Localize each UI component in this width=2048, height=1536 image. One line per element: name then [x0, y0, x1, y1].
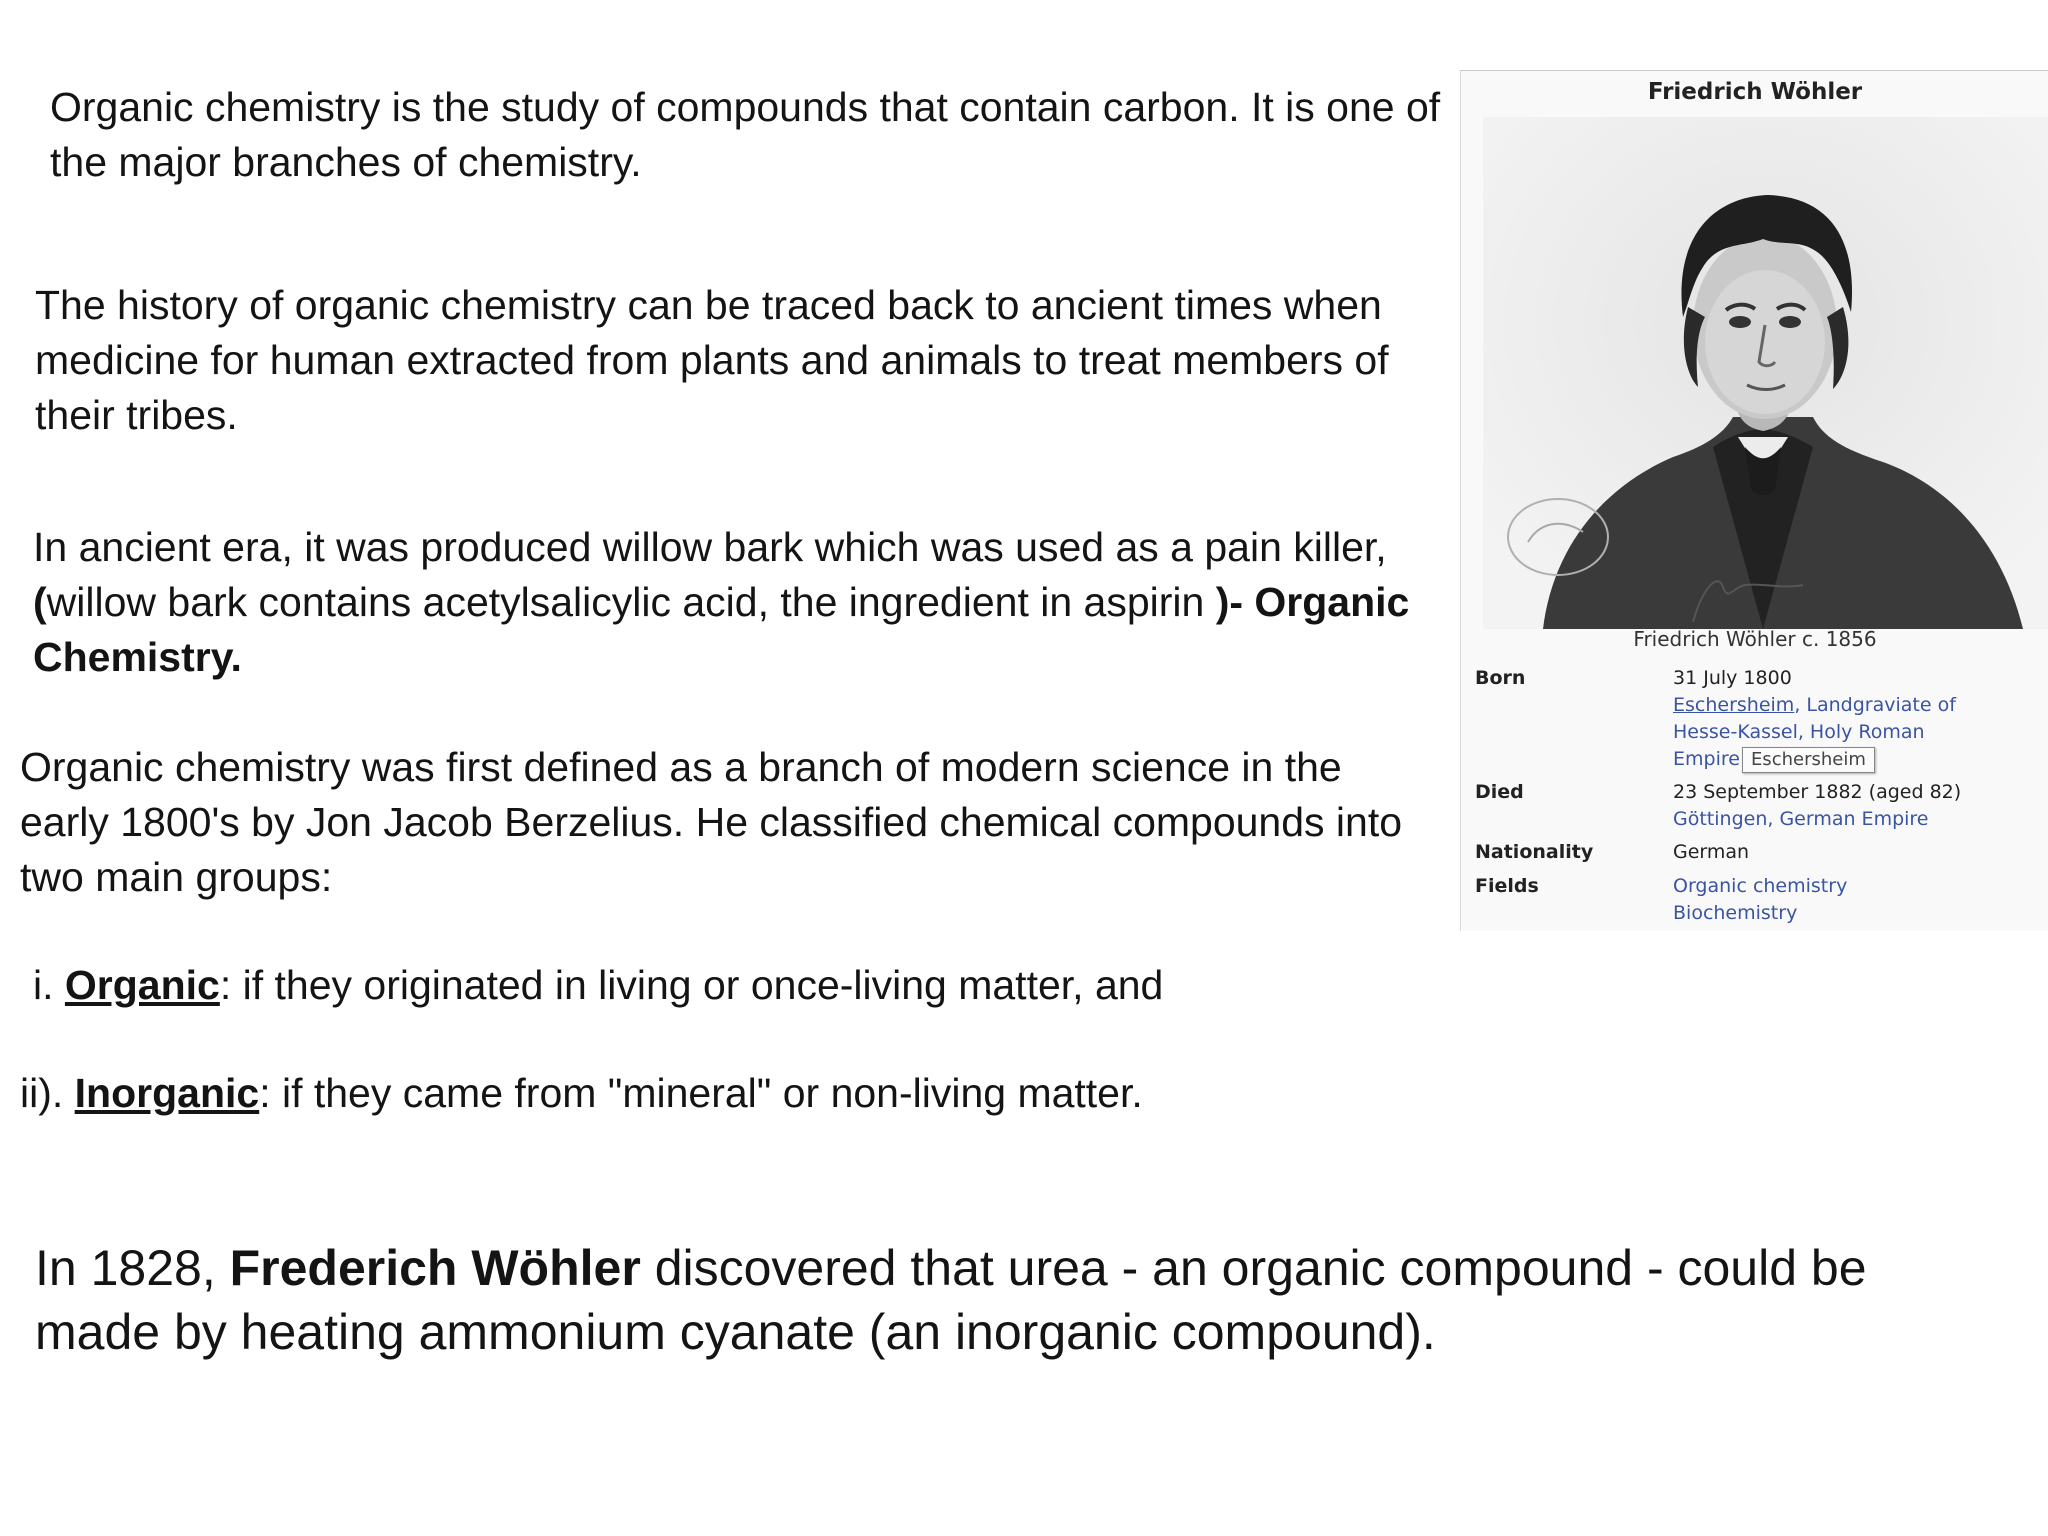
list-marker-i: i.: [33, 962, 65, 1008]
p7-text-b: discovered that urea - an organic compound - could be made by heating ammonium cyanate (an inorganic compound).: [35, 1240, 1867, 1360]
died-place-link[interactable]: Göttingen, German Empire: [1673, 808, 1929, 830]
p7-text-a: In 1828,: [35, 1240, 230, 1296]
paragraph-wohler-discovery: [35, 1236, 1995, 1364]
list-item-organic: [33, 958, 1433, 1013]
wohler-name: Frederich Wöhler: [229, 1240, 641, 1296]
paragraph-berzelius: Organic chemistry was first defined as a branch of modern science in the early 1800's by Jon Jacob Berzelius. He classified chemical compounds into two main groups:: [20, 744, 1403, 900]
inorganic-definition: : if they came from "mineral" or non-living matter.: [259, 1070, 1143, 1116]
born-place-rest-1[interactable]: , Landgraviate of: [1794, 694, 1956, 716]
born-date: 31 July 1800: [1673, 667, 1792, 689]
nationality-label: Nationality: [1475, 841, 1594, 863]
portrait-illustration: [1483, 117, 2048, 629]
p3-paren: (: [33, 579, 47, 625]
p3-text-b: willow bark contains acetylsalicylic acid, the ingredient in aspirin: [46, 579, 1216, 625]
term-organic: Organic: [64, 962, 220, 1008]
organic-definition: : if they originated in living or once-living matter, and: [219, 962, 1164, 1008]
died-label: Died: [1475, 781, 1524, 803]
fields-value: [1673, 873, 2048, 927]
eschersheim-link[interactable]: Eschersheim: [1673, 694, 1795, 716]
p3-bold-conclusion: )- Organic Chemistry.: [33, 579, 1410, 680]
born-label: Born: [1475, 667, 1526, 689]
paragraph-definition: Organic chemistry is the study of compounds that contain carbon. It is one of the major branches of chemistry.: [50, 84, 1441, 185]
wohler-portrait: [1483, 117, 2048, 629]
infobox-title: Friedrich Wöhler: [1647, 79, 1863, 105]
field-organic-chemistry-link[interactable]: Organic chemistry: [1673, 875, 1848, 897]
paragraph-willow-bark: [33, 520, 1453, 685]
nationality-value: German: [1673, 841, 1750, 863]
fields-label: Fields: [1475, 875, 1539, 897]
field-biochemistry-link[interactable]: Biochemistry: [1673, 902, 1798, 924]
born-value: [1673, 665, 2048, 773]
portrait-caption: Friedrich Wöhler c. 1856: [1633, 627, 1877, 651]
died-value: [1673, 779, 2048, 833]
term-inorganic: Inorganic: [74, 1070, 260, 1116]
p3-text-a: In ancient era, it was produced willow bark which was used as a pain killer,: [33, 524, 1387, 570]
born-place-rest-2[interactable]: Hesse-Kassel, Holy Roman: [1673, 721, 1925, 743]
list-marker-ii: ii).: [20, 1070, 75, 1116]
list-item-inorganic: [20, 1066, 1420, 1121]
born-place-rest-3[interactable]: Empire: [1673, 748, 1740, 770]
wohler-infobox: [1460, 70, 2048, 931]
paragraph-history: The history of organic chemistry can be traced back to ancient times when medicine for human extracted from plants and animals to treat members of their tribes.: [35, 282, 1389, 438]
died-date: 23 September 1882 (aged 82): [1673, 781, 1962, 803]
link-tooltip: Eschersheim: [1742, 747, 1875, 773]
